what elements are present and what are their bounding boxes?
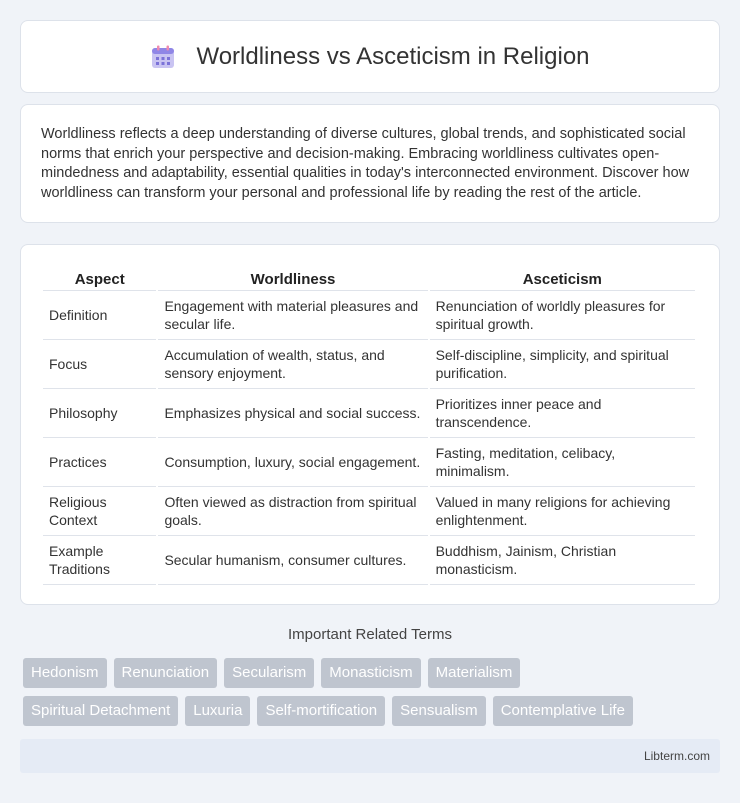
calendar-icon: [150, 44, 176, 70]
comparison-table: [41, 267, 697, 585]
cell-aspect: Religious Context: [43, 487, 156, 536]
table-row: [43, 389, 695, 438]
cell-asceticism: Self-discipline, simplicity, and spiritual purification.: [430, 340, 695, 389]
column-header-worldliness: Worldliness: [158, 267, 427, 291]
intro-paragraph: Worldliness reflects a deep understanding of diverse cultures, global trends, and sophisticated social norms that enrich your perspective and decision-making. Embracing worldliness cultivates open-mindedness and adaptability, essential qualities in today's interconnected environment. Discover how worldliness can transform your personal and professional life by reading the rest of the article.: [41, 126, 690, 201]
tag-monasticism[interactable]: Monasticism: [321, 658, 420, 688]
tag-renunciation[interactable]: Renunciation: [114, 658, 218, 688]
table-row: [43, 487, 695, 536]
table-header-row: [43, 267, 695, 291]
footer: [20, 739, 720, 773]
table-row: [43, 340, 695, 389]
page-title: Worldliness vs Asceticism in Religion: [196, 42, 590, 70]
header: [150, 43, 589, 71]
tag-row: [23, 658, 723, 688]
cell-asceticism: Buddhism, Jainism, Christian monasticism.: [430, 536, 695, 585]
tag-secularism[interactable]: Secularism: [224, 658, 314, 688]
cell-asceticism: Prioritizes inner peace and transcendence.: [430, 389, 695, 438]
related-terms-list: [23, 658, 723, 734]
cell-aspect: Example Traditions: [43, 536, 156, 585]
tag-hedonism[interactable]: Hedonism: [23, 658, 107, 688]
cell-worldliness: Emphasizes physical and social success.: [158, 389, 427, 438]
cell-aspect: Definition: [43, 291, 156, 340]
column-header-aspect: Aspect: [43, 267, 156, 291]
cell-aspect: Focus: [43, 340, 156, 389]
cell-worldliness: Consumption, luxury, social engagement.: [158, 438, 427, 487]
cell-aspect: Practices: [43, 438, 156, 487]
table-row: [43, 291, 695, 340]
cell-asceticism: Fasting, meditation, celibacy, minimalism.: [430, 438, 695, 487]
cell-worldliness: Engagement with material pleasures and secular life.: [158, 291, 427, 340]
cell-asceticism: Valued in many religions for achieving enlightenment.: [430, 487, 695, 536]
tag-luxuria[interactable]: Luxuria: [185, 696, 250, 726]
tag-contemplative-life[interactable]: Contemplative Life: [493, 696, 633, 726]
tag-self-mortification[interactable]: Self-mortification: [257, 696, 385, 726]
tag-materialism[interactable]: Materialism: [428, 658, 521, 688]
table-row: [43, 536, 695, 585]
tag-spiritual-detachment[interactable]: Spiritual Detachment: [23, 696, 178, 726]
footer-brand-link[interactable]: Libterm.com: [643, 749, 710, 763]
cell-worldliness: Often viewed as distraction from spiritual goals.: [158, 487, 427, 536]
column-header-asceticism: Asceticism: [430, 267, 695, 291]
tag-row: [23, 696, 723, 726]
tag-sensualism[interactable]: Sensualism: [392, 696, 486, 726]
header-card: [20, 20, 720, 93]
cell-worldliness: Secular humanism, consumer cultures.: [158, 536, 427, 585]
cell-worldliness: Accumulation of wealth, status, and sensory enjoyment.: [158, 340, 427, 389]
related-terms-title: Important Related Terms: [288, 626, 452, 643]
comparison-table-card: [20, 244, 720, 605]
cell-aspect: Philosophy: [43, 389, 156, 438]
intro-card: [20, 104, 720, 223]
table-row: [43, 438, 695, 487]
cell-asceticism: Renunciation of worldly pleasures for spiritual growth.: [430, 291, 695, 340]
